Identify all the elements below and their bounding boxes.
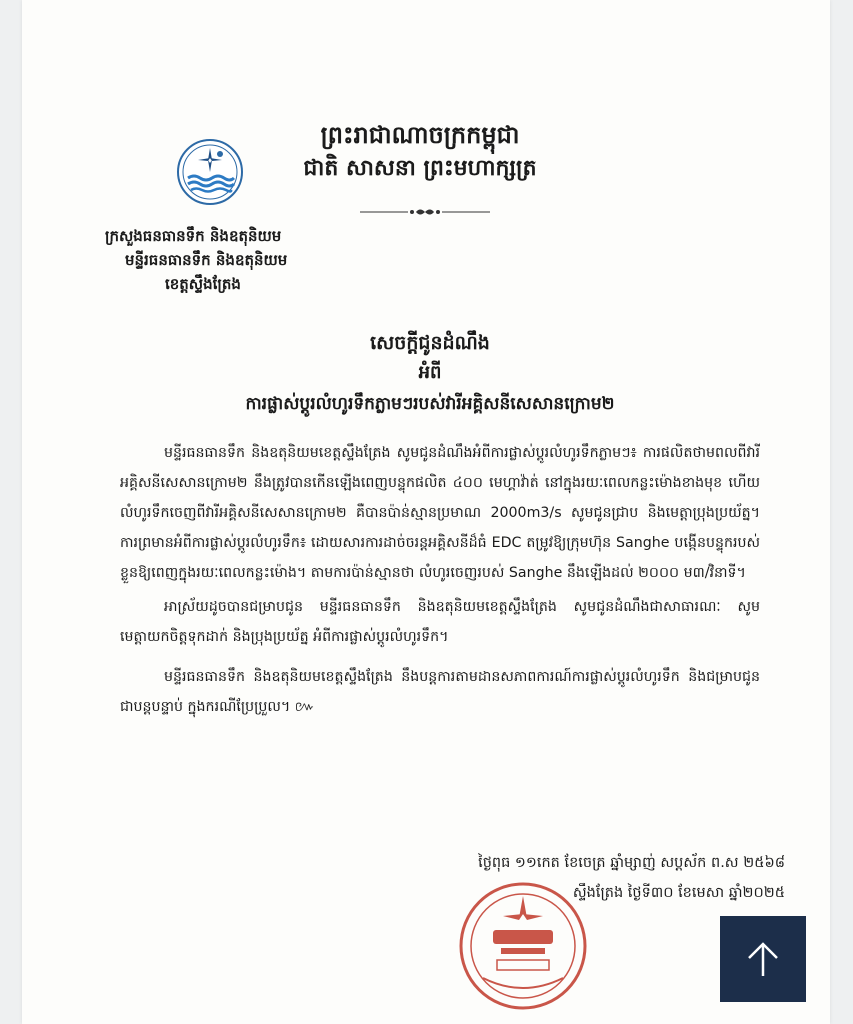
- notice-heading: សេចក្តីជូនដំណឹង: [370, 332, 490, 354]
- solar-date: ស្ទឹងត្រែង ថ្ងៃទី៣០ ខែមេសា ឆ្នាំ២០២៥: [572, 885, 785, 901]
- ministry-block: [105, 224, 355, 296]
- official-seal: [453, 868, 593, 1018]
- kingdom-heading: [230, 118, 610, 186]
- body-paragraph-2: អាស្រ័យដូចបានជម្រាបជូន មន្ទីរធនធានទឹក និងឧតុនិយមខេត្តស្ទឹងត្រែង សូមជូនដំណឹងជាសាធារណៈ សូមមេត្តាយកចិត្តទុកដាក់ និងប្រុងប្រយ័ត្ន អំពីការផ្លាស់ប្តូរលំហូរទឹក។: [120, 599, 760, 645]
- department-name: មន្ទីរធនធានទឹក និងឧតុនិយម: [125, 251, 288, 269]
- notice-body: [120, 438, 760, 722]
- notice-about: អំពី: [418, 362, 442, 383]
- scroll-to-top-button[interactable]: [720, 916, 806, 1002]
- notice-title: [120, 328, 740, 420]
- kingdom-title: ព្រះរាជាណាចក្រកម្ពុជា: [320, 121, 520, 149]
- body-paragraph-3: មន្ទីរធនធានទឹក និងឧតុនិយមខេត្តស្ទឹងត្រែង នឹងបន្តការតាមដានសភាពការណ៍ការផ្លាស់ប្តូរលំហូរទឹក និងជម្រាបជូនជាបន្តបន្ទាប់ ក្នុងករណីប្រែប្រួល។ ៚: [120, 669, 760, 715]
- ornament-divider: [360, 206, 490, 218]
- body-paragraph-1: មន្ទីរធនធានទឹក និងឧតុនិយមខេត្តស្ទឹងត្រែង សូមជូនដំណឹងអំពីការផ្លាស់ប្តូរលំហូរទឹកភ្លាមៗ៖ ការផលិតថាមពលពីវារីអគ្គិសនីសេសានក្រោម២ នឹងត្រូវបានកើនឡើងពេញបន្ទុកផលិត ៤០០ មេហ្គាវ៉ាត់ នៅក្នុងរយៈពេលកន្លះម៉ោងខាងមុខ ហើយលំហូរទឹកចេញពីវារីអគ្គិសនីសេសានក្រោម២ គឺបានប៉ាន់ស្មានប្រមាណ 2000m3/s សូមជូនជ្រាប និងមេត្តាប្រុងប្រយ័ត្ន។ ការព្រមានអំពីការផ្លាស់ប្តូរលំហូរទឹក៖ ដោយសារការដាច់ចរន្តអគ្គិសនីដ៏ធំ EDC តម្រូវឱ្យក្រុមហ៊ុន Sanghe បង្កើនបន្ទុករបស់ខ្លួនឱ្យពេញក្នុងរយៈពេលកន្លះម៉ោង។ តាមការប៉ាន់ស្មានថា លំហូរចេញរបស់ Sanghe នឹងឡើងដល់ ២០០០ ម៣/វិនាទី។: [120, 445, 760, 581]
- arrow-up-icon: [746, 940, 780, 978]
- national-motto: ជាតិ សាសនា ព្រះមហាក្សត្រ: [303, 156, 537, 181]
- ministry-name: ក្រសួងធនធានទឹក និងឧតុនិយម: [105, 227, 282, 245]
- notice-subject: ការផ្លាស់ប្តូរលំហូរទឹកភ្លាមៗរបស់វារីអគ្គិសនីសេសានក្រោម២: [245, 394, 615, 414]
- province-name: ខេត្តស្ទឹងត្រែង: [165, 275, 241, 293]
- lunar-date: ថ្ងៃពុធ ១១កេត ខែចេត្រ ឆ្នាំម្សាញ់ សប្តស័ក ព.ស ២៥៦៨: [478, 855, 785, 871]
